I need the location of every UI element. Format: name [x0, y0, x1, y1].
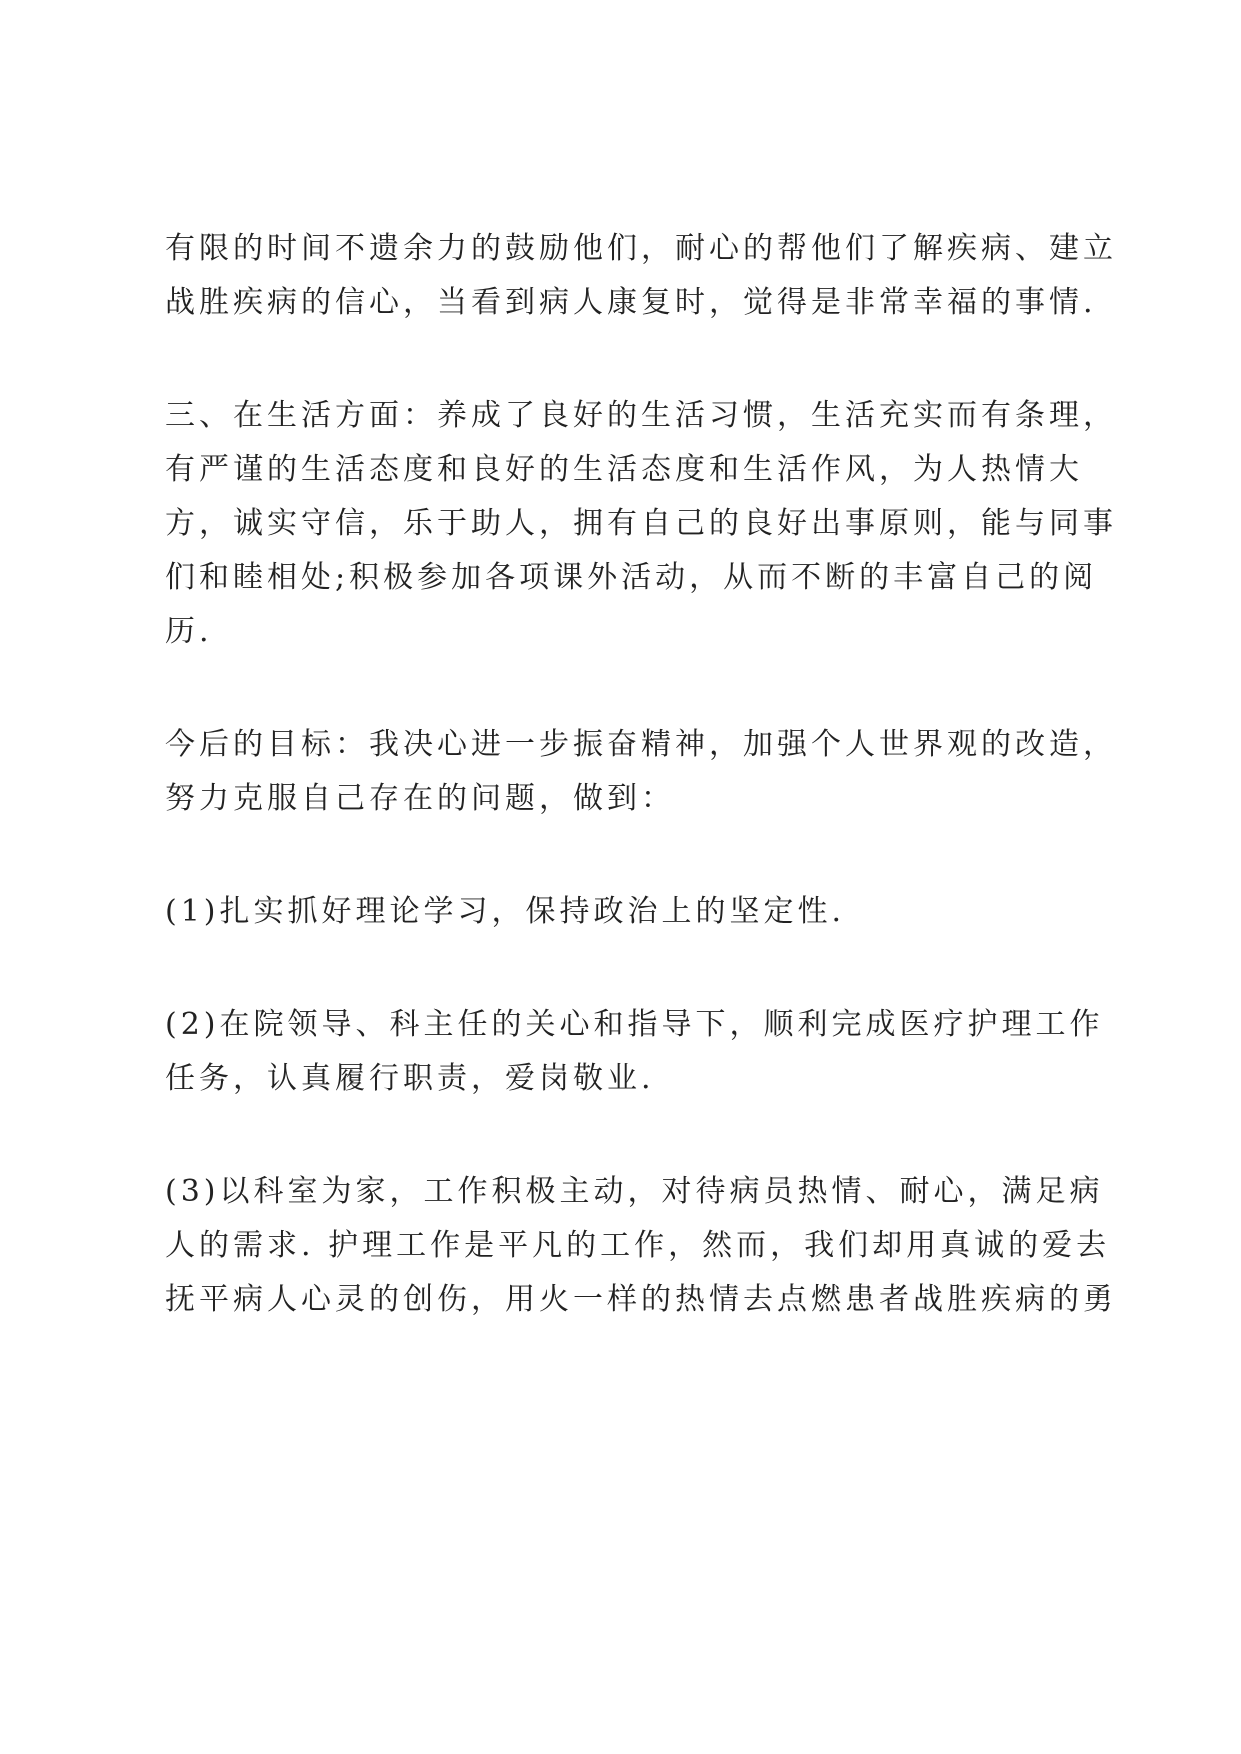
- text-line: 任务，认真履行职责，爱岗敬业.: [165, 1061, 655, 1096]
- text-line: 战胜疾病的信心，当看到病人康复时，觉得是非常幸福的事情.: [165, 285, 1097, 320]
- paragraph-life-aspect: [165, 389, 1117, 659]
- text-line: 有限的时间不遗余力的鼓励他们，耐心的帮他们了解疾病、建立: [165, 231, 1117, 266]
- text-line: (3)以科室为家，工作积极主动，对待病员热情、耐心，满足病: [165, 1174, 1104, 1209]
- document-body: [165, 222, 1117, 1386]
- text-line: 人的需求. 护理工作是平凡的工作，然而，我们却用真诚的爱去: [165, 1228, 1111, 1263]
- text-line: 努力克服自己存在的问题，做到：: [165, 781, 675, 816]
- text-line: 今后的目标：我决心进一步振奋精神，加强个人世界观的改造，: [165, 727, 1117, 762]
- list-item-1: [165, 885, 1085, 939]
- text-line: 方，诚实守信，乐于助人，拥有自己的良好出事原则，能与同事: [165, 506, 1117, 541]
- text-line: 抚平病人心灵的创伤，用火一样的热情去点燃患者战胜疾病的勇: [165, 1282, 1117, 1317]
- text-line: (2)在院领导、科主任的关心和指导下，顺利完成医疗护理工作: [165, 1007, 1104, 1042]
- list-item-3: [165, 1165, 1117, 1327]
- list-item-2: [165, 998, 1104, 1106]
- text-line: 有严谨的生活态度和良好的生活态度和生活作风，为人热情大: [165, 452, 1083, 487]
- paragraph-encouragement: [165, 222, 1117, 330]
- text-line: 三、在生活方面：养成了良好的生活习惯，生活充实而有条理，: [165, 398, 1117, 433]
- paragraph-future-goals: [165, 718, 1117, 826]
- text-line: (1)扎实抓好理论学习，保持政治上的坚定性.: [165, 894, 846, 929]
- text-line: 们和睦相处;积极参加各项课外活动，从而不断的丰富自己的阅: [165, 560, 1098, 595]
- text-line: 历.: [165, 614, 213, 649]
